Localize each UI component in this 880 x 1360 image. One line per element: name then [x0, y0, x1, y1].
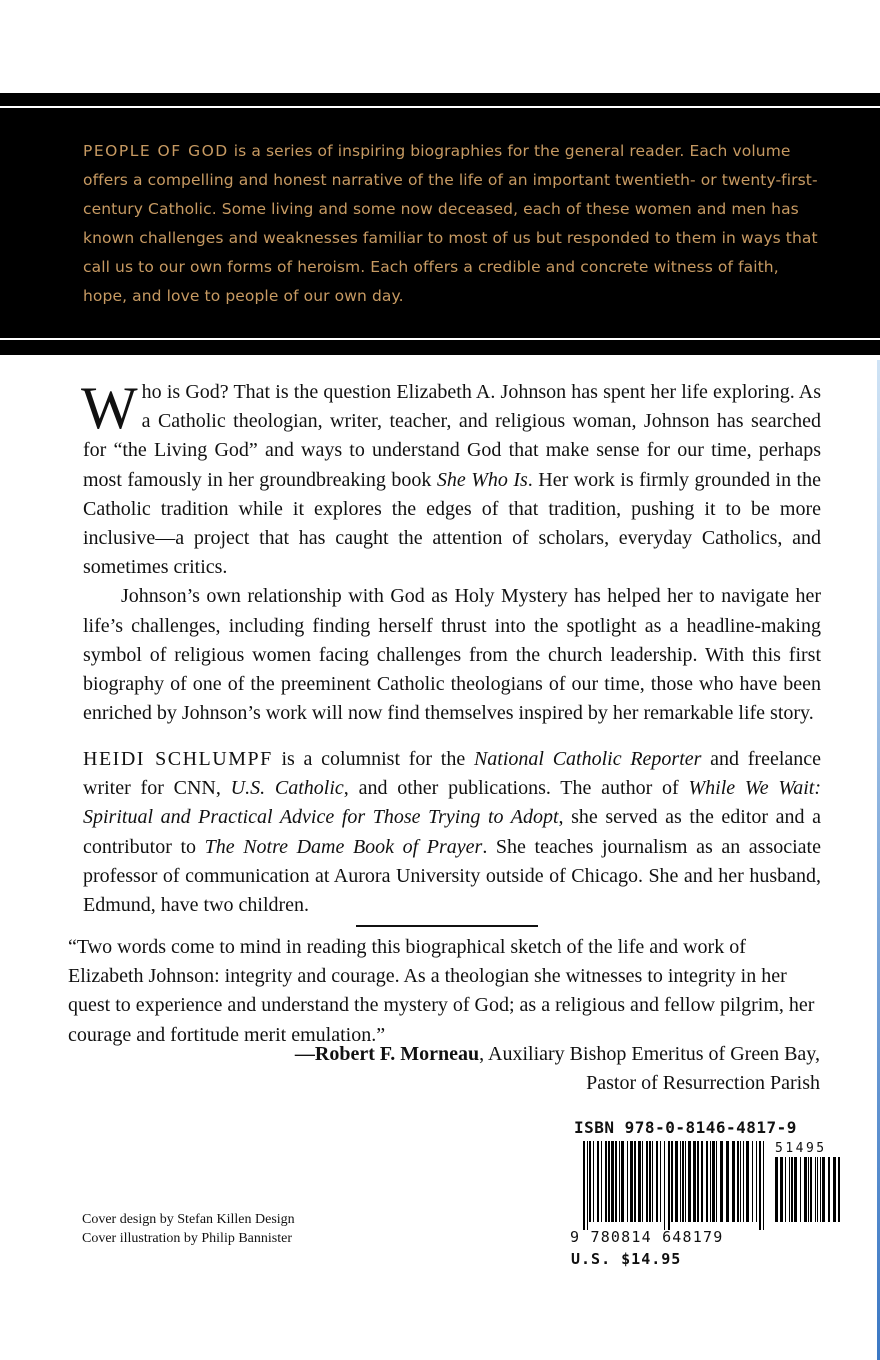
series-description — [83, 137, 823, 311]
barcode-bar — [646, 1141, 648, 1222]
barcode-bar — [737, 1141, 739, 1222]
barcode-main — [583, 1141, 766, 1230]
publication-title: National Catholic Reporter — [473, 748, 702, 770]
barcode-bar — [838, 1157, 840, 1222]
barcode-bar — [706, 1141, 708, 1222]
barcode-bar — [808, 1157, 809, 1222]
barcode-bar — [601, 1141, 602, 1222]
barcode-bar — [615, 1141, 617, 1222]
endorsement-quote: “Two words come to mind in reading this biographical sketch of the life and work of Elizabeth Johnson: integrity and courage. As a theologian she witnesses to integrity in her quest to experience and understand the mystery of God; as a religious and fellow pilgrim, her courage and fortitude merit emulation.” — [68, 936, 815, 1046]
barcode-bar — [780, 1157, 783, 1222]
section-divider — [356, 925, 538, 927]
barcode-bar — [605, 1141, 607, 1222]
barcode-bar — [822, 1157, 825, 1222]
endorser-title: , Auxiliary Bishop Emeritus of Green Bay, — [479, 1043, 820, 1065]
bio-text: . She teaches journalism as an associate professor of communication at Aurora University outside of Chicago. She and her husband, Edmund, have two children. — [83, 835, 821, 917]
barcode-bar — [732, 1141, 735, 1222]
barcode-bar — [649, 1141, 651, 1222]
barcode-bar — [828, 1157, 830, 1222]
barcode-bar — [682, 1141, 684, 1222]
barcode-bar — [634, 1141, 636, 1222]
author-name: HEIDI SCHLUMPF — [83, 748, 273, 770]
barcode-bar — [685, 1141, 686, 1222]
barcode-bar — [800, 1157, 801, 1222]
barcode-bar — [743, 1141, 744, 1222]
barcode-bar — [652, 1141, 653, 1222]
barcode-bar — [675, 1141, 678, 1222]
blurb-paragraph-2: Johnson’s own relationship with God as Holy Mystery has helped her to navigate her life’s challenges, including finding herself thrust into the spotlight as a headline-making symbol of religious women facing challenges from the church leadership. With this first biography of one of the preeminent Catholic theologians of our time, those who have been enriched by Johnson’s work will now find themselves inspired by her remarkable life story. — [83, 585, 821, 725]
barcode-bar — [804, 1157, 807, 1222]
illustration-credit: Cover illustration by Philip Bannister — [82, 1231, 292, 1246]
price-label: U.S. $14.95 — [571, 1250, 682, 1268]
design-credit: Cover design by Stefan Killen Design — [82, 1212, 295, 1227]
barcode-bar — [726, 1141, 729, 1222]
barcode-bar — [785, 1157, 786, 1222]
bio-text: and freelance writer for CNN, — [83, 748, 822, 800]
barcode-bar — [817, 1157, 818, 1222]
barcode-bar — [693, 1141, 696, 1222]
publication-title: U.S. Catholic — [230, 777, 344, 800]
series-banner — [0, 93, 880, 355]
barcode-bar — [642, 1141, 643, 1222]
barcode-bar — [720, 1141, 723, 1222]
barcode-bar — [789, 1157, 790, 1222]
banner-rule-top — [0, 106, 880, 108]
barcode-bar — [710, 1141, 711, 1222]
endorser-title-2: Pastor of Resurrection Parish — [586, 1072, 820, 1095]
bio-text: is a columnist for the — [272, 748, 474, 770]
barcode-bar — [756, 1141, 757, 1222]
isbn-label: ISBN 978-0-8146-4817-9 — [574, 1118, 797, 1137]
barcode-addon — [775, 1157, 841, 1230]
barcode-bar — [833, 1157, 836, 1222]
author-bio — [83, 745, 821, 920]
barcode-bar — [697, 1141, 699, 1222]
barcode-bar — [608, 1141, 610, 1222]
barcode-bar — [791, 1157, 793, 1222]
blurb-text: ho is God? That is the question Elizabeth A. Johnson has spent her life exploring. As a Catholic theologian, writer, teacher, and religious woman, Johnson has searched for “the Living God” and ways to understand God that make sense for our time, perhaps most famously in her groundbreaking book — [83, 381, 821, 491]
barcode-bar — [740, 1141, 741, 1222]
barcode-bar — [589, 1141, 591, 1222]
barcode-bar — [746, 1141, 749, 1222]
barcode-bar — [597, 1141, 599, 1222]
barcode-bar — [763, 1141, 764, 1230]
barcode-bar — [688, 1141, 691, 1222]
barcode-bar — [752, 1141, 753, 1222]
barcode-bar — [664, 1141, 665, 1230]
bio-text: , and other publications. The author of — [343, 777, 689, 800]
barcode-addon-digits: 51495 — [775, 1141, 827, 1156]
barcode-bar — [630, 1141, 633, 1222]
barcode-bar — [627, 1141, 628, 1222]
barcode-bar — [671, 1141, 673, 1222]
banner-rule-bottom — [0, 338, 880, 340]
barcode-bar — [820, 1157, 821, 1222]
blurb-paragraph-1 — [81, 375, 821, 582]
blurb-text: . Her work is firmly grounded in the Catholic tradition while it explores the edges of that tradition, pushing it to be more inclusive—a project that has caught the attention of scholars, everyday Catholics, and sometimes critics. — [83, 468, 821, 579]
barcode-bar — [668, 1141, 670, 1230]
barcode-bar — [656, 1141, 658, 1222]
series-name: PEOPLE OF GOD — [83, 142, 229, 160]
barcode-bar — [587, 1141, 588, 1230]
barcode-bar — [621, 1141, 624, 1222]
book-title: She Who Is — [436, 468, 528, 491]
barcode-bar — [810, 1157, 812, 1222]
barcode-bar — [638, 1141, 641, 1222]
barcode-bar — [716, 1141, 717, 1222]
endorser-name: —Robert F. Morneau — [294, 1043, 480, 1065]
barcode-bar — [759, 1141, 761, 1230]
barcode-bar — [794, 1157, 797, 1222]
drop-cap: W — [81, 375, 138, 441]
barcode-bar — [712, 1141, 715, 1222]
barcode-bar — [701, 1141, 703, 1222]
bio-text: , she served as the editor and a contributor to — [83, 806, 821, 858]
barcode-digits: 9 780814 648179 — [570, 1228, 724, 1246]
barcode-bar — [815, 1157, 816, 1222]
barcode-bar — [583, 1141, 585, 1230]
endorsement-attribution — [295, 1040, 820, 1098]
barcode-bar — [593, 1141, 594, 1222]
cover-credits — [82, 1210, 295, 1248]
barcode-bar — [619, 1141, 620, 1222]
barcode-bar — [611, 1141, 614, 1222]
book-blurb — [81, 375, 821, 728]
series-text: is a series of inspiring biographies for the general reader. Each volume offers a compelling and honest narrative of the life of an important twentieth- or twenty-first-century Catholic. Some living and some now deceased, each of these women and men has known challenges and weaknesses familiar to most of us but responded to them in ways that call us to our own forms of heroism. Each offers a credible and concrete witness of faith, hope, and love to people of our own day. — [83, 142, 818, 305]
book-title: While We Wait: Spiritual and Practical Advice for Those Trying to Adopt — [83, 777, 821, 829]
barcode-bar — [660, 1141, 661, 1222]
barcode-bar — [680, 1141, 681, 1222]
book-title: The Notre Dame Book of Prayer — [204, 835, 483, 858]
barcode-bar — [775, 1157, 778, 1222]
